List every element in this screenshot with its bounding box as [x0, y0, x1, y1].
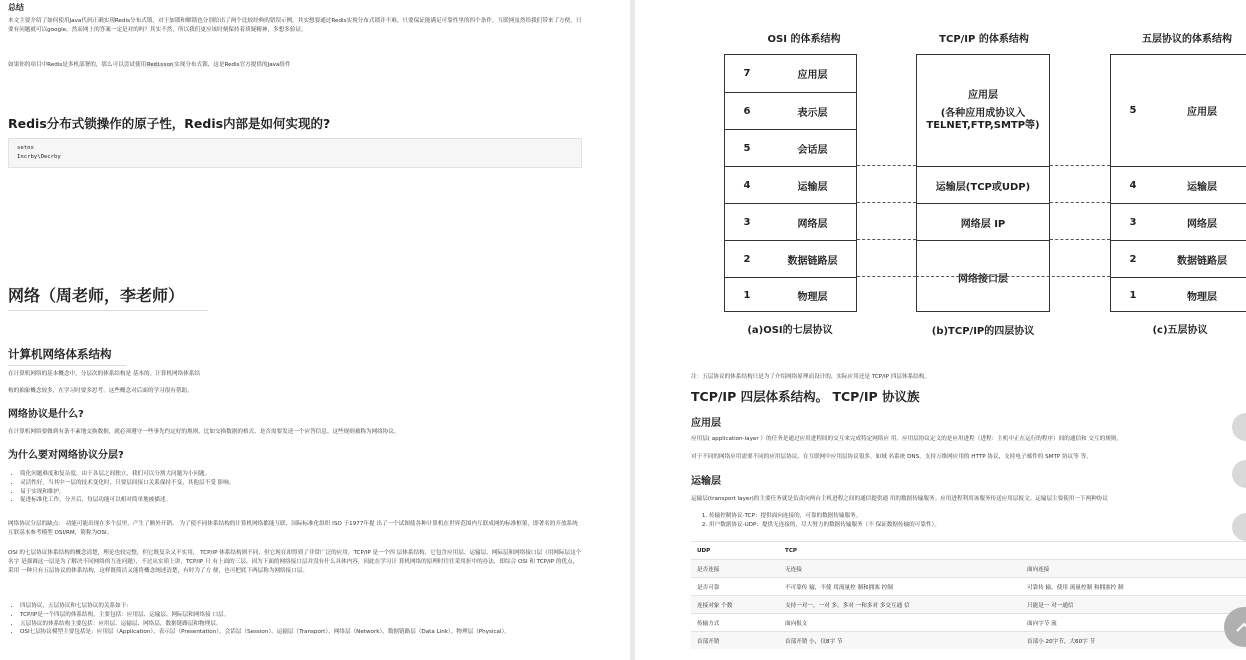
- table-cell: 首部开销 小，仅8字 节: [779, 632, 1021, 650]
- tcpip-app-desc-1: (各种应用成协议入: [940, 107, 1026, 119]
- osi-layer-6: [725, 92, 856, 129]
- layering-drawback-paragraph: 网络协议分层的缺点： 功能可能出现在多个层里，产生了额外开销。 为了使不同体系结构的计算机网络都能互联，国际标准化组织 ISO 于1977年提 出了一个试图使各种计算机在世界范围内互联成网的标准框架，即著名的开放系统互联基本参考模型 OSI/RM，简称为OSI。: [8, 521, 578, 536]
- list-item: 1. 传输控制协议-TCP：提供面向连接的，可靠的数据传输服务。: [709, 512, 1246, 521]
- five-layer-5: [1111, 55, 1246, 166]
- list-item: • 促进标准化工作。分开后，每层功能可以相对简单地被描述。: [20, 496, 582, 505]
- table-cell: 可靠传 输，使用 流量控制 和拥塞控 制: [1021, 578, 1246, 596]
- table-cell: 支持一对一，一对 多，多对 一和多对 多交互通 信: [779, 596, 1021, 614]
- application-layer-heading: 应用层: [691, 418, 721, 429]
- layer-number: 2: [1129, 253, 1137, 265]
- application-layer-paragraph-1: 应用层( application-layer ）的任务是通过应用进程间的交互来完成特定网络应 用。应用层协议定义的是应用进程（进程：主机中正在运行的程序）间的通信和 交互的规则。: [691, 436, 1122, 442]
- protocol-heading: 网络协议是什么?: [8, 409, 84, 420]
- osi-layer-4: [725, 166, 856, 203]
- layer-number: 1: [743, 290, 751, 301]
- five-layer-1: [1111, 277, 1246, 313]
- code-line: setnx: [17, 145, 34, 151]
- list-item: • 简化问题难度和复杂度。由于各层之间独立，我们可以分割大问题为小问题。: [20, 470, 582, 479]
- layer-name: 网络层: [797, 218, 828, 230]
- caption-tcpip: (b)TCP/IP的四层协议: [931, 326, 1035, 337]
- summary-paragraph-1: 本文主要介绍了如何使用Java代码正确实现Redis分布式锁，对于加锁和解锁也分别给出了两个比较经典的错误示例。其实想要通过Redis实现分布式锁并不难，只要保证能满足可靠性里的四个条件。互联网虽然给我们带来了方便，只要有问题就可以google，然而网上的答案一定是对的吗？其实不然，所以我们更应该时刻保持着质疑精神，多想多验证。: [8, 18, 582, 33]
- table-cell: 首部小 20字节，大60字 节: [1021, 632, 1246, 650]
- layer-number: 3: [1129, 216, 1137, 228]
- table-row: [691, 614, 1246, 632]
- chevron-up-icon: [1235, 621, 1246, 633]
- table-cell: 传输方式: [691, 614, 779, 632]
- osi-layer-1: [725, 277, 856, 313]
- five-layer-2: [1111, 240, 1246, 277]
- arch-heading: 计算机网络体系结构: [8, 346, 126, 366]
- layer-name: 网络层: [1187, 218, 1217, 230]
- five-layer-column-title: 五层协议的体系结构: [1142, 34, 1232, 45]
- osi-layer-2: [725, 240, 856, 277]
- tcpip-network-layer: 网络层 IP: [917, 203, 1049, 241]
- network-section-heading: 网络（周老师，李老师）: [8, 283, 208, 311]
- table-cell: 面向报文: [779, 614, 1021, 632]
- dashed-connector: [857, 276, 916, 277]
- table-header-row: [691, 542, 1246, 560]
- table-cell: 只能是一 对一通信: [1021, 596, 1246, 614]
- list-item: • TCP/IP是一个四层的体系结构，主要包括：应用层、运输层、网际层和网络接 口层。: [20, 611, 582, 620]
- layer-name: 数据链路层: [787, 255, 838, 267]
- layer-name: 运输层: [1187, 181, 1217, 193]
- caption-osi: (a)OSI的七层协议: [747, 325, 833, 336]
- table-cell: 面向字节 流: [1021, 614, 1246, 632]
- tcpip-interface-layer: 网络接口层: [917, 240, 1049, 314]
- layer-name: 物理层: [1187, 292, 1217, 303]
- layer-number: 7: [743, 68, 751, 79]
- tcpip-column-title: TCP/IP 的体系结构: [939, 34, 1029, 45]
- list-item: • 四层协议，五层协议和七层协议的关系如下:: [20, 602, 582, 611]
- layer-name: 物理层: [797, 292, 828, 303]
- dashed-connector: [857, 202, 916, 203]
- table-header-cell: TCP: [779, 542, 1021, 560]
- layer-number: 4: [1129, 179, 1137, 191]
- summary-paragraph-2: [8, 61, 582, 70]
- layer-name: 运输层: [797, 181, 828, 193]
- caption-five-layer: (c)五层协议: [1152, 325, 1208, 336]
- dashed-connector: [1050, 165, 1110, 166]
- transport-layer-paragraph: 运输层(transport layer)的主要任务就是负责向两台主机进程之间的通信提供通 用的数据传输服务。应用进程利用该服务传送应用层报文。运输层主要使用一下两种协议: [691, 496, 1108, 502]
- layer-name: 应用层: [1187, 107, 1217, 118]
- layer-name: 数据链路层: [1177, 255, 1227, 267]
- table-cell: 是否连接: [691, 560, 779, 578]
- dashed-connector: [916, 276, 1110, 277]
- layer-number: 5: [743, 142, 751, 154]
- summary-p2-after: 实现分布式锁，这是Redis官方提供的Java组件: [174, 62, 291, 68]
- dashed-connector: [857, 165, 916, 166]
- osi-layer-3: [725, 203, 856, 240]
- osi-stack: [724, 54, 857, 312]
- tcpip-four-layer-heading: TCP/IP 四层体系结构。 TCP/IP 协议族: [691, 389, 920, 404]
- table-row: [691, 596, 1246, 614]
- right-document-page: [635, 0, 1246, 660]
- table-cell: 首部开销: [691, 632, 779, 650]
- table-cell: 无连接: [779, 560, 1021, 578]
- table-header-cell: UDP: [691, 542, 779, 560]
- list-item: • 易于实现和维护。: [20, 488, 582, 497]
- dashed-connector: [857, 239, 916, 240]
- code-line: Incrby\Decrby: [17, 153, 61, 160]
- tcpip-application-layer: [917, 55, 1049, 166]
- list-item: 2. 用户数据协议-UDP：提供无连接的，尽大努力的数据传输服务（不 保证数据传输的可靠性）。: [709, 521, 1246, 530]
- table-cell: 面向连接: [1021, 560, 1246, 578]
- five-layer-4: [1111, 166, 1246, 203]
- layer-name: 表示层: [797, 107, 828, 119]
- table-row: [691, 578, 1246, 596]
- table-header-cell: [1021, 542, 1246, 560]
- table-row: [691, 560, 1246, 578]
- summary-p2-before: 如果你的项目中Redis是多机部署的，那么可以尝试使用: [8, 62, 147, 68]
- osi-tcpip-paragraph: OSI 的七层协议体系结构的概念清楚，理论也较完整，但它既复杂又不实用， TCP/IP 体系结构则不同，但它现在却得到了非常广泛的应用。TCP/IP 是一个四 层体系结构，它包含应用层、运输层、网际层和网络接口层（用网际层这个名字 是强调这一层是为了解决不同网络的互连问题），不过从实质上讲，TCP/IP 只 有上面的三层，因为下面的网络接口层并没有什么具体内容，因此在学习计 算机网络的原理时往往采用折中的办法，即综合 OSI 和 TCP/IP 的优点，采用 一种只有五层协议的体系结构，这样既简洁又能将概念阐述清楚，有时为了方 便，也可把底下两层称为网络接口层。: [8, 550, 582, 574]
- layer-number: 5: [1129, 105, 1137, 116]
- layer-number: 3: [743, 216, 751, 228]
- protocol-layers-diagram: [635, 0, 1246, 350]
- table-cell: 是否可靠: [691, 578, 779, 596]
- osi-layer-7: [725, 55, 856, 92]
- protocol-paragraph: 在计算机网络要做到有条不紊地交换数据，就必须遵守一些事先约定好的规则，比如交换数据的格式、是否需要发送一个应答信息。这些规则被称为网络协议。: [8, 429, 400, 435]
- redis-atomic-heading: Redis分布式锁操作的原子性，Redis内部是如何实现的?: [8, 116, 331, 131]
- relation-list: [8, 602, 582, 637]
- osi-layer-5: [725, 129, 856, 166]
- layer-number: 1: [1129, 290, 1137, 301]
- tcpip-stack: [916, 54, 1050, 312]
- arch-paragraph-2: 构的抽象概念较多，在学习时要多思考。这些概念对后面的学习很有帮助。: [8, 388, 193, 394]
- layer-number: 6: [743, 105, 751, 117]
- osi-column-title: OSI 的体系结构: [767, 34, 841, 45]
- tcpip-transport-layer: 运输层(TCP或UDP): [917, 166, 1049, 204]
- table-cell: 不可靠传 输，不使 用流量控 制和拥塞 控制: [779, 578, 1021, 596]
- layer-name: 会话层: [797, 144, 828, 156]
- dashed-connector: [1050, 239, 1110, 240]
- tcpip-app-desc-2: TELNET,FTP,SMTP等): [926, 119, 1040, 131]
- table-cell: 连接对象 个数: [691, 596, 779, 614]
- layer-name: 应用层: [797, 70, 828, 81]
- code-block: [8, 138, 582, 168]
- dashed-connector: [1050, 202, 1110, 203]
- arch-paragraph-1: 在计算机网络的基本概念中，分层次的体系结构是 基本的。计算机网络体系结: [8, 371, 200, 377]
- table-row: [691, 632, 1246, 650]
- list-item: • OSI七层协议模型主要包括是：应用层（Application）、表示层（Presentation）、会话层（Session）、运输层（Transport）、网络层（Network）、数据链路层（Data Link）、物理层（Physical）。: [20, 628, 582, 637]
- tcpip-app-title: 应用层: [968, 89, 998, 101]
- why-list: [8, 470, 582, 505]
- transport-layer-heading: 运输层: [691, 476, 721, 487]
- layer-number: 2: [743, 253, 751, 265]
- application-layer-paragraph-2: 对于不同的网络应用需要不同的应用层协议。在互联网中应用层协议很多，如域 名系统 DNS，支持万维网应用的 HTTP 协议，支持电子邮件的 SMTP 协议等 等。: [691, 454, 1092, 460]
- list-item: • 灵活性好。当其中一层的技术变化时，只要层间接口关系保持不变，其他层不受 影响。: [20, 479, 582, 488]
- diagram-note: 注：五层协议的体系结构只是为了介绍网络原理而设计的，实际应用还是 TCP/IP 四层体系结构。: [691, 374, 930, 380]
- redisson-inline-code: Redisson: [147, 62, 174, 68]
- five-layer-3: [1111, 203, 1246, 240]
- summary-heading: 总结: [8, 3, 24, 12]
- list-item: • 五层协议的体系结构主要包括：应用层、运输层、网络层，数据链路层和物理层。: [20, 620, 582, 629]
- transport-protocol-list: [691, 512, 1246, 530]
- udp-tcp-comparison-table: [691, 541, 1246, 649]
- layer-number: 4: [743, 179, 751, 191]
- why-layer-heading: 为什么要对网络协议分层?: [8, 450, 124, 461]
- five-layer-stack: [1110, 54, 1246, 312]
